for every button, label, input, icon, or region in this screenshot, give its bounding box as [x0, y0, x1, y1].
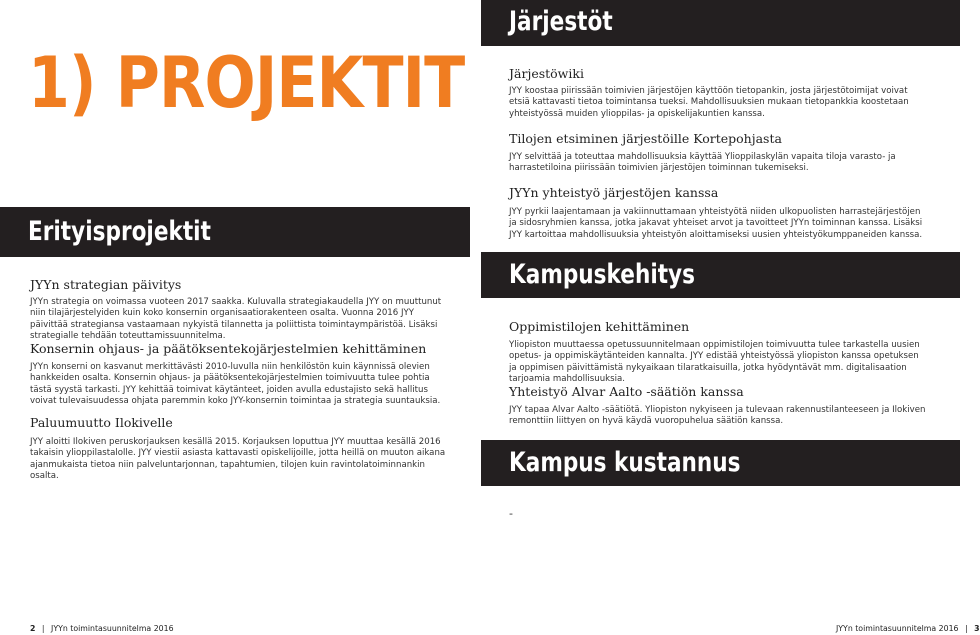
- page-number: 3: [974, 624, 980, 633]
- text-yhteistyo-jarjestot: JYY pyrkii laajentamaan ja vakiinnuttamaan yhteistyötä niiden ulkopuolisten harrastejärjestöjen ja sidosryhmien kanssa, jotka jakavat yhteiset arvot ja tavoitteet JYYn toiminnan kanssa. Lisäksi JYY kartoittaa mahdollisuuksia yhteistyön aloittamiseksi uusien yhteistyökumppaneiden kanssa.: [509, 207, 923, 240]
- heading-alvar-aalto: Yhteistyö Alvar Aalto -säätiön kanssa: [509, 384, 744, 399]
- text-strategia: JYYn strategia on voimassa vuoteen 2017 saakka. Kuluvalla strategiakaudella JYY on muuttunut niin tilajärjestelyiden kuin koko konsernin organisaatiorakenteen osalta. Vuonna 2016 JYY päivittää strategiansa vastaamaan nykyistä tilannetta ja poliittista toimintaympäristöä. Lisäksi strategialle tehdään toteuttamissuunnitelma.: [30, 297, 442, 341]
- footer-separator: |: [41, 624, 45, 633]
- page-number: 2: [30, 624, 36, 633]
- section-bar-erityisprojektit: [0, 207, 470, 257]
- footer-doc-title: JYYn toimintasuunnitelma 2016: [836, 624, 959, 633]
- heading-strategia: JYYn strategian päivitys: [30, 277, 182, 292]
- heading-oppimistilat: Oppimistilojen kehittäminen: [509, 319, 690, 334]
- heading-paluumuutto: Paluumuutto Ilokivelle: [30, 415, 173, 430]
- text-tilojen-etsiminen: JYY selvittää ja toteuttaa mahdollisuuksia käyttää Ylioppilaskylän vapaita tiloja varasto- ja harrastetiloina piirissään toimivien järjestöjen toiminnan tukemiseksi.: [509, 152, 896, 174]
- page-title: 1) PROJEKTIT: [28, 42, 465, 124]
- section-bar-label: Kampus kustannus: [509, 447, 741, 478]
- heading-jarjestowiki: Järjestöwiki: [509, 66, 584, 81]
- text-alvar-aalto: JYY tapaa Alvar Aalto -säätiötä. Yliopiston nykyiseen ja tulevaan rakennustilanteeseen ja Ilokiven remonttiin liittyen on hyvä käydä vuoropuhelua säätiön kanssa.: [509, 405, 926, 427]
- heading-tilojen-etsiminen: Tilojen etsiminen järjestöille Kortepohjasta: [509, 131, 782, 146]
- heading-konserni: Konsernin ohjaus- ja päätöksentekojärjestelmien kehittäminen: [30, 341, 427, 356]
- footer-separator: |: [964, 624, 968, 633]
- section-bar-label: Järjestöt: [509, 6, 613, 37]
- text-konserni: JYYn konserni on kasvanut merkittävästi 2010-luvulla niin henkilöstön kuin käynnissä olevien hankkeiden osalta. Konsernin ohjaus- ja päätöksentekojärjestelmien toimivuutta tulee pohtia tästä syystä tarkasti. JYY kehittää toimivat käytänteet, joiden avulla edustajisto sekä hallitus voivat tulevaisuudessa ohjata paremmin koko JYY-konsernin toimintaa ja strategia suuntauksia.: [30, 362, 441, 406]
- text-jarjestowiki: JYY koostaa piirissään toimivien järjestöjen käyttöön tietopankin, josta järjestötoimijat voivat etsiä kattavasti tietoa toimintansa tueksi. Mahdollisuuksien mukaan tietopankkia koostetaan yhteistyössä muiden ylioppilas- ja opiskelijakuntien kanssa.: [509, 86, 909, 119]
- section-bar-kampuskehitys: [481, 252, 960, 298]
- section-bar-label: Erityisprojektit: [28, 216, 211, 247]
- text-paluumuutto: JYY aloitti Ilokiven peruskorjauksen kesällä 2015. Korjauksen loputtua JYY muuttaa kesällä 2016 takaisin ylioppilastalolle. JYY viestii asiasta kattavasti opiskelijoille, jotta heillä on muuton aikana ajanmukaista tietoa niin palveluntarjonnan, tapahtumien, tilojen kuin ravintolatoiminnankin osalta.: [30, 437, 446, 481]
- placeholder-dash: -: [509, 507, 513, 520]
- text-oppimistilat: Yliopiston muuttaessa opetussuunnitelmaan oppimistilojen toimivuutta tulee tarkastella uusien opetus- ja oppimiskäytänteiden kannalta. JYY edistää yhteistyössä yliopiston kanssa opetuksen ja oppimisen päivittämistä nykyaikaan tilaratkaisuilla, jotka hyödyntävät mm. digitalisaation tarjoamia mahdollisuuksia.: [509, 340, 920, 384]
- footer-left: [30, 624, 174, 633]
- section-bar-jarjestot: [481, 0, 960, 46]
- footer-right: [836, 624, 980, 633]
- footer-doc-title: JYYn toimintasuunnitelma 2016: [51, 624, 174, 633]
- heading-yhteistyo-jarjestot: JYYn yhteistyö järjestöjen kanssa: [509, 185, 719, 200]
- section-bar-label: Kampuskehitys: [509, 259, 695, 290]
- section-bar-kampus-kustannus: [481, 440, 960, 486]
